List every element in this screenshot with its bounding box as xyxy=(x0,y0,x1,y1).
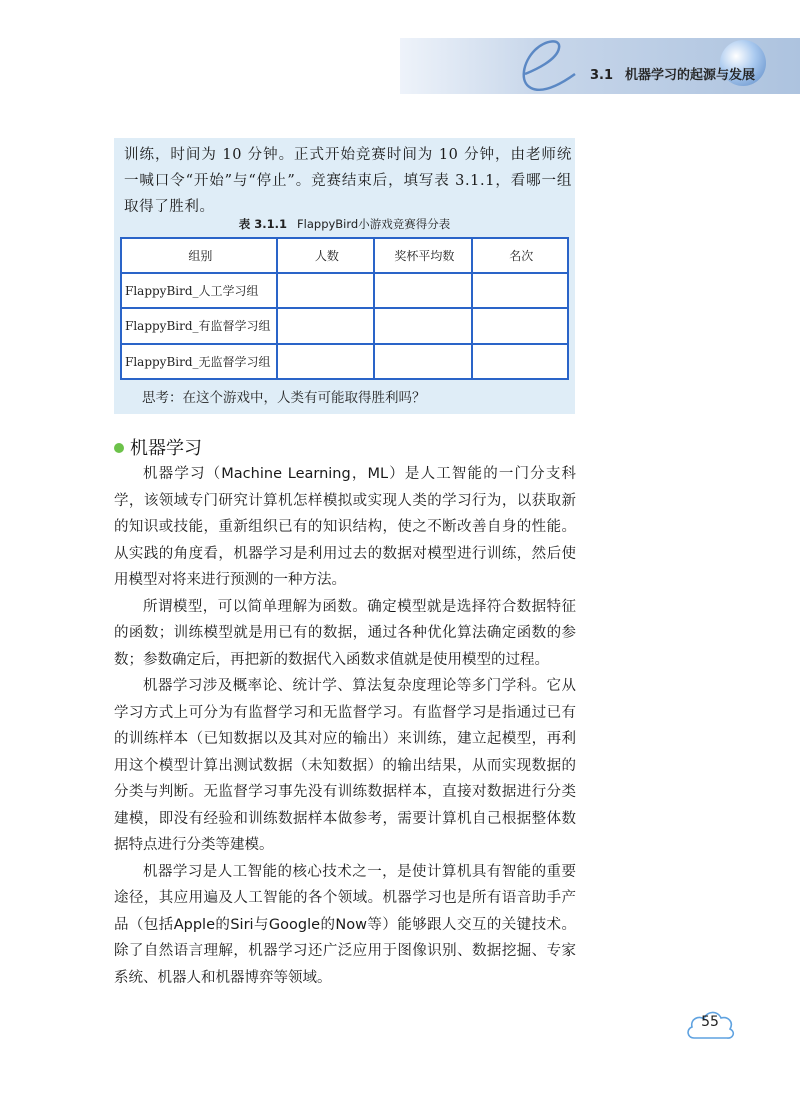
table-cell xyxy=(472,308,568,343)
section-heading: 机器学习 xyxy=(130,438,202,459)
table-cell xyxy=(472,344,568,379)
table-cell: FlappyBird_无监督学习组 xyxy=(121,344,277,379)
score-table xyxy=(120,237,569,380)
paragraph: 机器学习（Machine Learning，ML）是人工智能的一门分支科学，该领域专门研究计算机怎样模拟或实现人类的学习行为，以获取新的知识或技能，重新组织已有的知识结构，使之不断改善自身的性能。从实践的角度看，机器学习是利用过去的数据对模型进行训练，然后使用模型对将来进行预测的一种方法。 xyxy=(114,466,576,588)
table-row xyxy=(121,308,568,343)
table-header-row xyxy=(121,238,568,273)
section-number: 3.1 xyxy=(590,68,614,83)
table-header-cell: 组别 xyxy=(121,238,277,273)
section-title: 机器学习的起源与发展 xyxy=(625,68,756,83)
table-header-cell: 人数 xyxy=(277,238,374,273)
table-cell xyxy=(277,344,374,379)
body-text xyxy=(114,461,576,991)
table-cell xyxy=(374,273,471,308)
letter-e-logo-icon xyxy=(505,30,585,100)
activity-text: 训练，时间为 10 分钟。正式开始竞赛时间为 10 分钟，由老师统一喊口令“开始”与“停止”。竞赛结束后，填写表 3.1.1，看哪一组取得了胜利。 xyxy=(124,147,572,215)
table-header-cell: 名次 xyxy=(472,238,568,273)
green-bullet-icon xyxy=(114,443,124,453)
table-cell xyxy=(277,308,374,343)
table-caption xyxy=(114,216,575,232)
paragraph: 机器学习是人工智能的核心技术之一，是使计算机具有智能的重要途径，其应用遍及人工智能的各个领域。机器学习也是所有语音助手产品（包括Apple的Siri与Google的Now等）能够跟人交互的关键技术。除了自然语言理解，机器学习还广泛应用于图像识别、数据挖掘、专家系统、机器人和机器博弈等领域。 xyxy=(114,863,576,986)
table-row xyxy=(121,344,568,379)
table-row xyxy=(121,273,568,308)
table-caption-title: FlappyBird小游戏竞赛得分表 xyxy=(297,217,451,231)
think-question: 思考：在这个游戏中，人类有可能取得胜利吗？ xyxy=(142,390,426,406)
table-header-cell: 奖杯平均数 xyxy=(374,238,471,273)
paragraph: 机器学习涉及概率论、统计学、算法复杂度理论等多门学科。它从学习方式上可分为有监督学习和无监督学习。有监督学习是指通过已有的训练样本（已知数据以及其对应的输出）来训练，建立起模型，再利用这个模型计算出测试数据（未知数据）的输出结果，从而实现数据的分类与判断。无监督学习事先没有训练数据样本，直接对数据进行分类建模，即没有经验和训练数据样本做参考，需要计算机自己根据整体数据特点进行分类等建模。 xyxy=(114,678,576,853)
table-cell xyxy=(472,273,568,308)
page-number: 55 xyxy=(701,1014,719,1030)
table-cell xyxy=(374,308,471,343)
table-cell: FlappyBird_人工学习组 xyxy=(121,273,277,308)
paragraph: 所谓模型，可以简单理解为函数。确定模型就是选择符合数据特征的函数；训练模型就是用已有的数据，通过各种优化算法确定函数的参数；参数确定后，再把新的数据代入函数求值就是使用模型的过程。 xyxy=(114,598,576,668)
table-caption-number: 表 3.1.1 xyxy=(238,217,288,231)
table-cell xyxy=(374,344,471,379)
chapter-section-title xyxy=(590,64,755,83)
table-cell: FlappyBird_有监督学习组 xyxy=(121,308,277,343)
table-cell xyxy=(277,273,374,308)
